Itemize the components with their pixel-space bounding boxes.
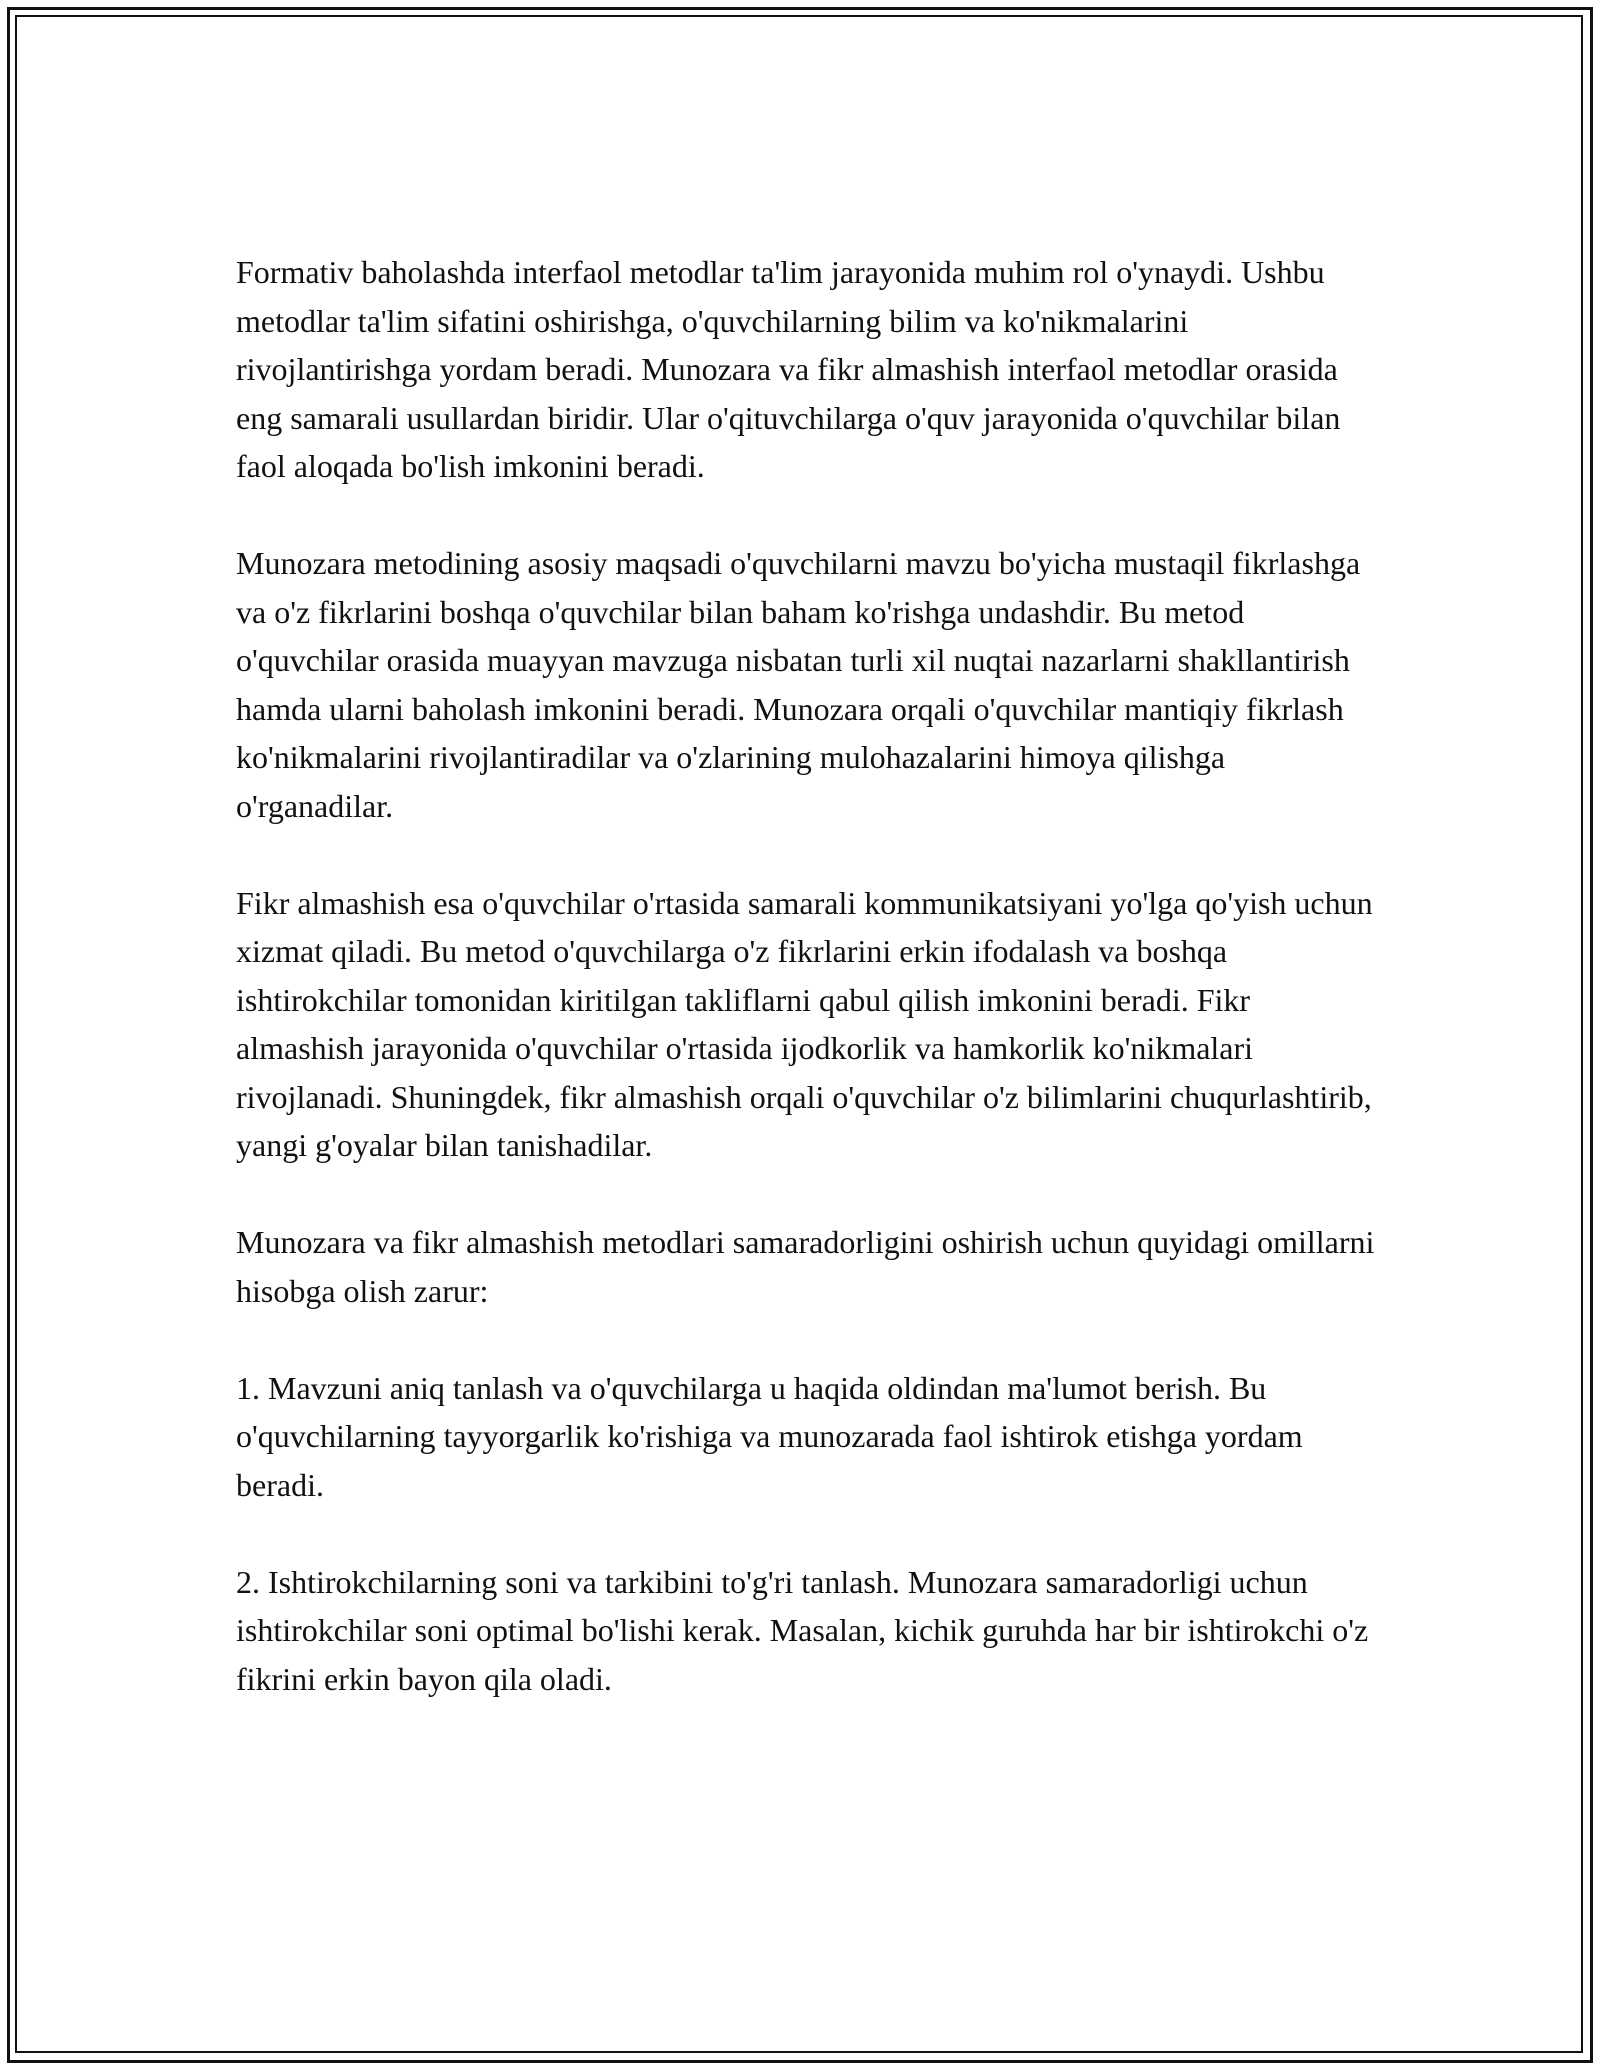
paragraph-intro: Formativ baholashda interfaol metodlar ta'lim jarayonida muhim rol o'ynaydi. Ushbu metodlar ta'lim sifatini oshirishga, o'quvchilarning bilim va ko'nikmalarini rivojlantirishga yordam beradi. Munozara va fikr almashish interfaol metodlar orasida eng samarali usullardan biridir. Ular o'qituvchilarga o'quv jarayonida o'quvchilar bilan faol aloqada bo'lish imkonini beradi. <box>236 254 1341 484</box>
paragraph-factors-intro: Munozara va fikr almashish metodlari samaradorligini oshirish uchun quyidagi omillarni hisobga olish zarur: <box>236 1224 1375 1309</box>
list-item-2: 2. Ishtirokchilarning soni va tarkibini to'g'ri tanlash. Munozara samaradorligi uchun ishtirokchilar soni optimal bo'lishi kerak. Masalan, kichik guruhda har bir ishtirokchi o'z fikrini erkin bayon qila oladi. <box>236 1563 1369 1697</box>
paragraph-fikr-almashish: Fikr almashish esa o'quvchilar o'rtasida samarali kommunikatsiyani yo'lga qo'yish uchun xizmat qiladi. Bu metod o'quvchilarga o'z fikrlarini erkin ifodalash va boshqa ishtirokchilar tomonidan kiritilgan takliflarni qabul qilish imkonini beradi. Fikr almashish jarayonida o'quvchilar o'rtasida ijodkorlik va hamkorlik ko'nikmalari rivojlanadi. Shuningdek, fikr almashish orqali o'quvchilar o'z bilimlarini chuqurlashtirib, yangi g'oyalar bilan tanishadilar. <box>236 884 1373 1163</box>
paragraph-munozara: Munozara metodining asosiy maqsadi o'quvchilarni mavzu bo'yicha mustaqil fikrlashga va o'z fikrlarini boshqa o'quvchilar bilan baham ko'rishga undashdir. Bu metod o'quvchilar orasida muayyan mavzuga nisbatan turli xil nuqtai nazarlarni shakllantirish hamda ularni baholash imkonini beradi. Munozara orqali o'quvchilar mantiqiy fikrlash ko'nikmalarini rivojlantiradilar va o'zlarining mulohazalarini himoya qilishga o'rganadilar. <box>236 545 1361 824</box>
document-body <box>236 248 1376 1752</box>
list-item-1: 1. Mavzuni aniq tanlash va o'quvchilarga u haqida oldindan ma'lumot berish. Bu o'quvchilarning tayyorgarlik ko'rishiga va munozarada faol ishtirok etishga yordam beradi. <box>236 1369 1303 1503</box>
